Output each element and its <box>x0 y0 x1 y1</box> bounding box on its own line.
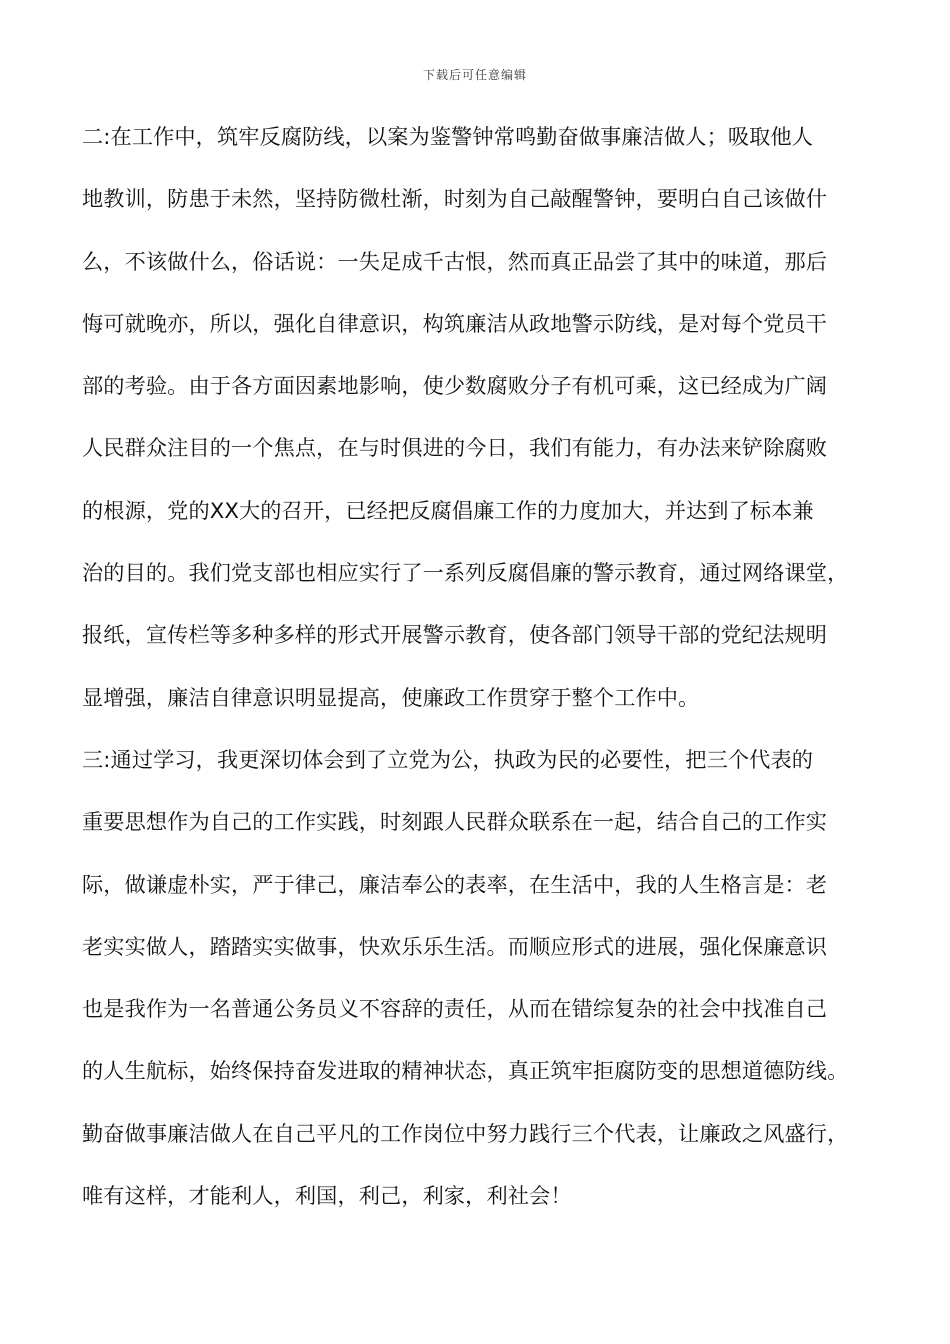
text-line: 人民群众注目的一个焦点，在与时俱进的今日，我们有能力，有办法来铲除腐败 <box>82 435 828 461</box>
text-line: 部的考验。由于各方面因素地影响，使少数腐败分子有机可乘，这已经成为广阔 <box>82 373 828 399</box>
text-line: 重要思想作为自己的工作实践，时刻跟人民群众联系在一起，结合自己的工作实 <box>82 809 828 835</box>
text-line: 老实实做人，踏踏实实做事，快欢乐乐生活。而顺应形式的进展，强化保廉意识 <box>82 933 828 959</box>
text-line: 地教训，防患于未然，坚持防微杜渐，时刻为自己敲醒警钟，要明白自己该做什 <box>82 186 828 212</box>
header-note: 下载后可任意编辑 <box>422 68 527 82</box>
text-line: 勤奋做事廉洁做人在自己平凡的工作岗位中努力践行三个代表，让廉政之风盛行， <box>82 1120 849 1146</box>
text-line: 么，不该做什么，俗话说：一失足成千古恨，然而真正品尝了其中的味道，那后 <box>82 248 828 274</box>
text-line: 的人生航标，始终保持奋发进取的精神状态，真正筑牢拒腐防变的思想道德防线。 <box>82 1058 849 1084</box>
text-line: 唯有这样，才能利人，利国，利己，利家，利社会！ <box>82 1183 572 1209</box>
text-line: 治的目的。我们党支部也相应实行了一系列反腐倡廉的警示教育，通过网络课堂， <box>82 560 849 586</box>
text-line: 际，做谦虚朴实，严于律己，廉洁奉公的表率，在生活中，我的人生格言是：老 <box>82 871 828 897</box>
text-line: 报纸，宣传栏等多种多样的形式开展警示教育，使各部门领导干部的党纪法规明 <box>82 622 828 648</box>
text-line: 显增强，廉洁自律意识明显提高，使廉政工作贯穿于整个工作中。 <box>82 684 700 710</box>
document-body <box>82 113 882 1234</box>
text-line: 的根源，党的XX大的召开，已经把反腐倡廉工作的力度加大，并达到了标本兼 <box>82 497 814 523</box>
text-line: 悔可就晚亦，所以，强化自律意识，构筑廉洁从政地警示防线，是对每个党员干 <box>82 310 828 336</box>
text-line: 三:通过学习，我更深切体会到了立党为公，执政为民的必要性，把三个代表的 <box>82 746 814 772</box>
text-line: 也是我作为一名普通公务员义不容辞的责任，从而在错综复杂的社会中找准自己 <box>82 996 828 1022</box>
text-line: 二:在工作中，筑牢反腐防线，以案为鉴警钟常鸣勤奋做事廉洁做人；吸取他人 <box>82 124 814 149</box>
